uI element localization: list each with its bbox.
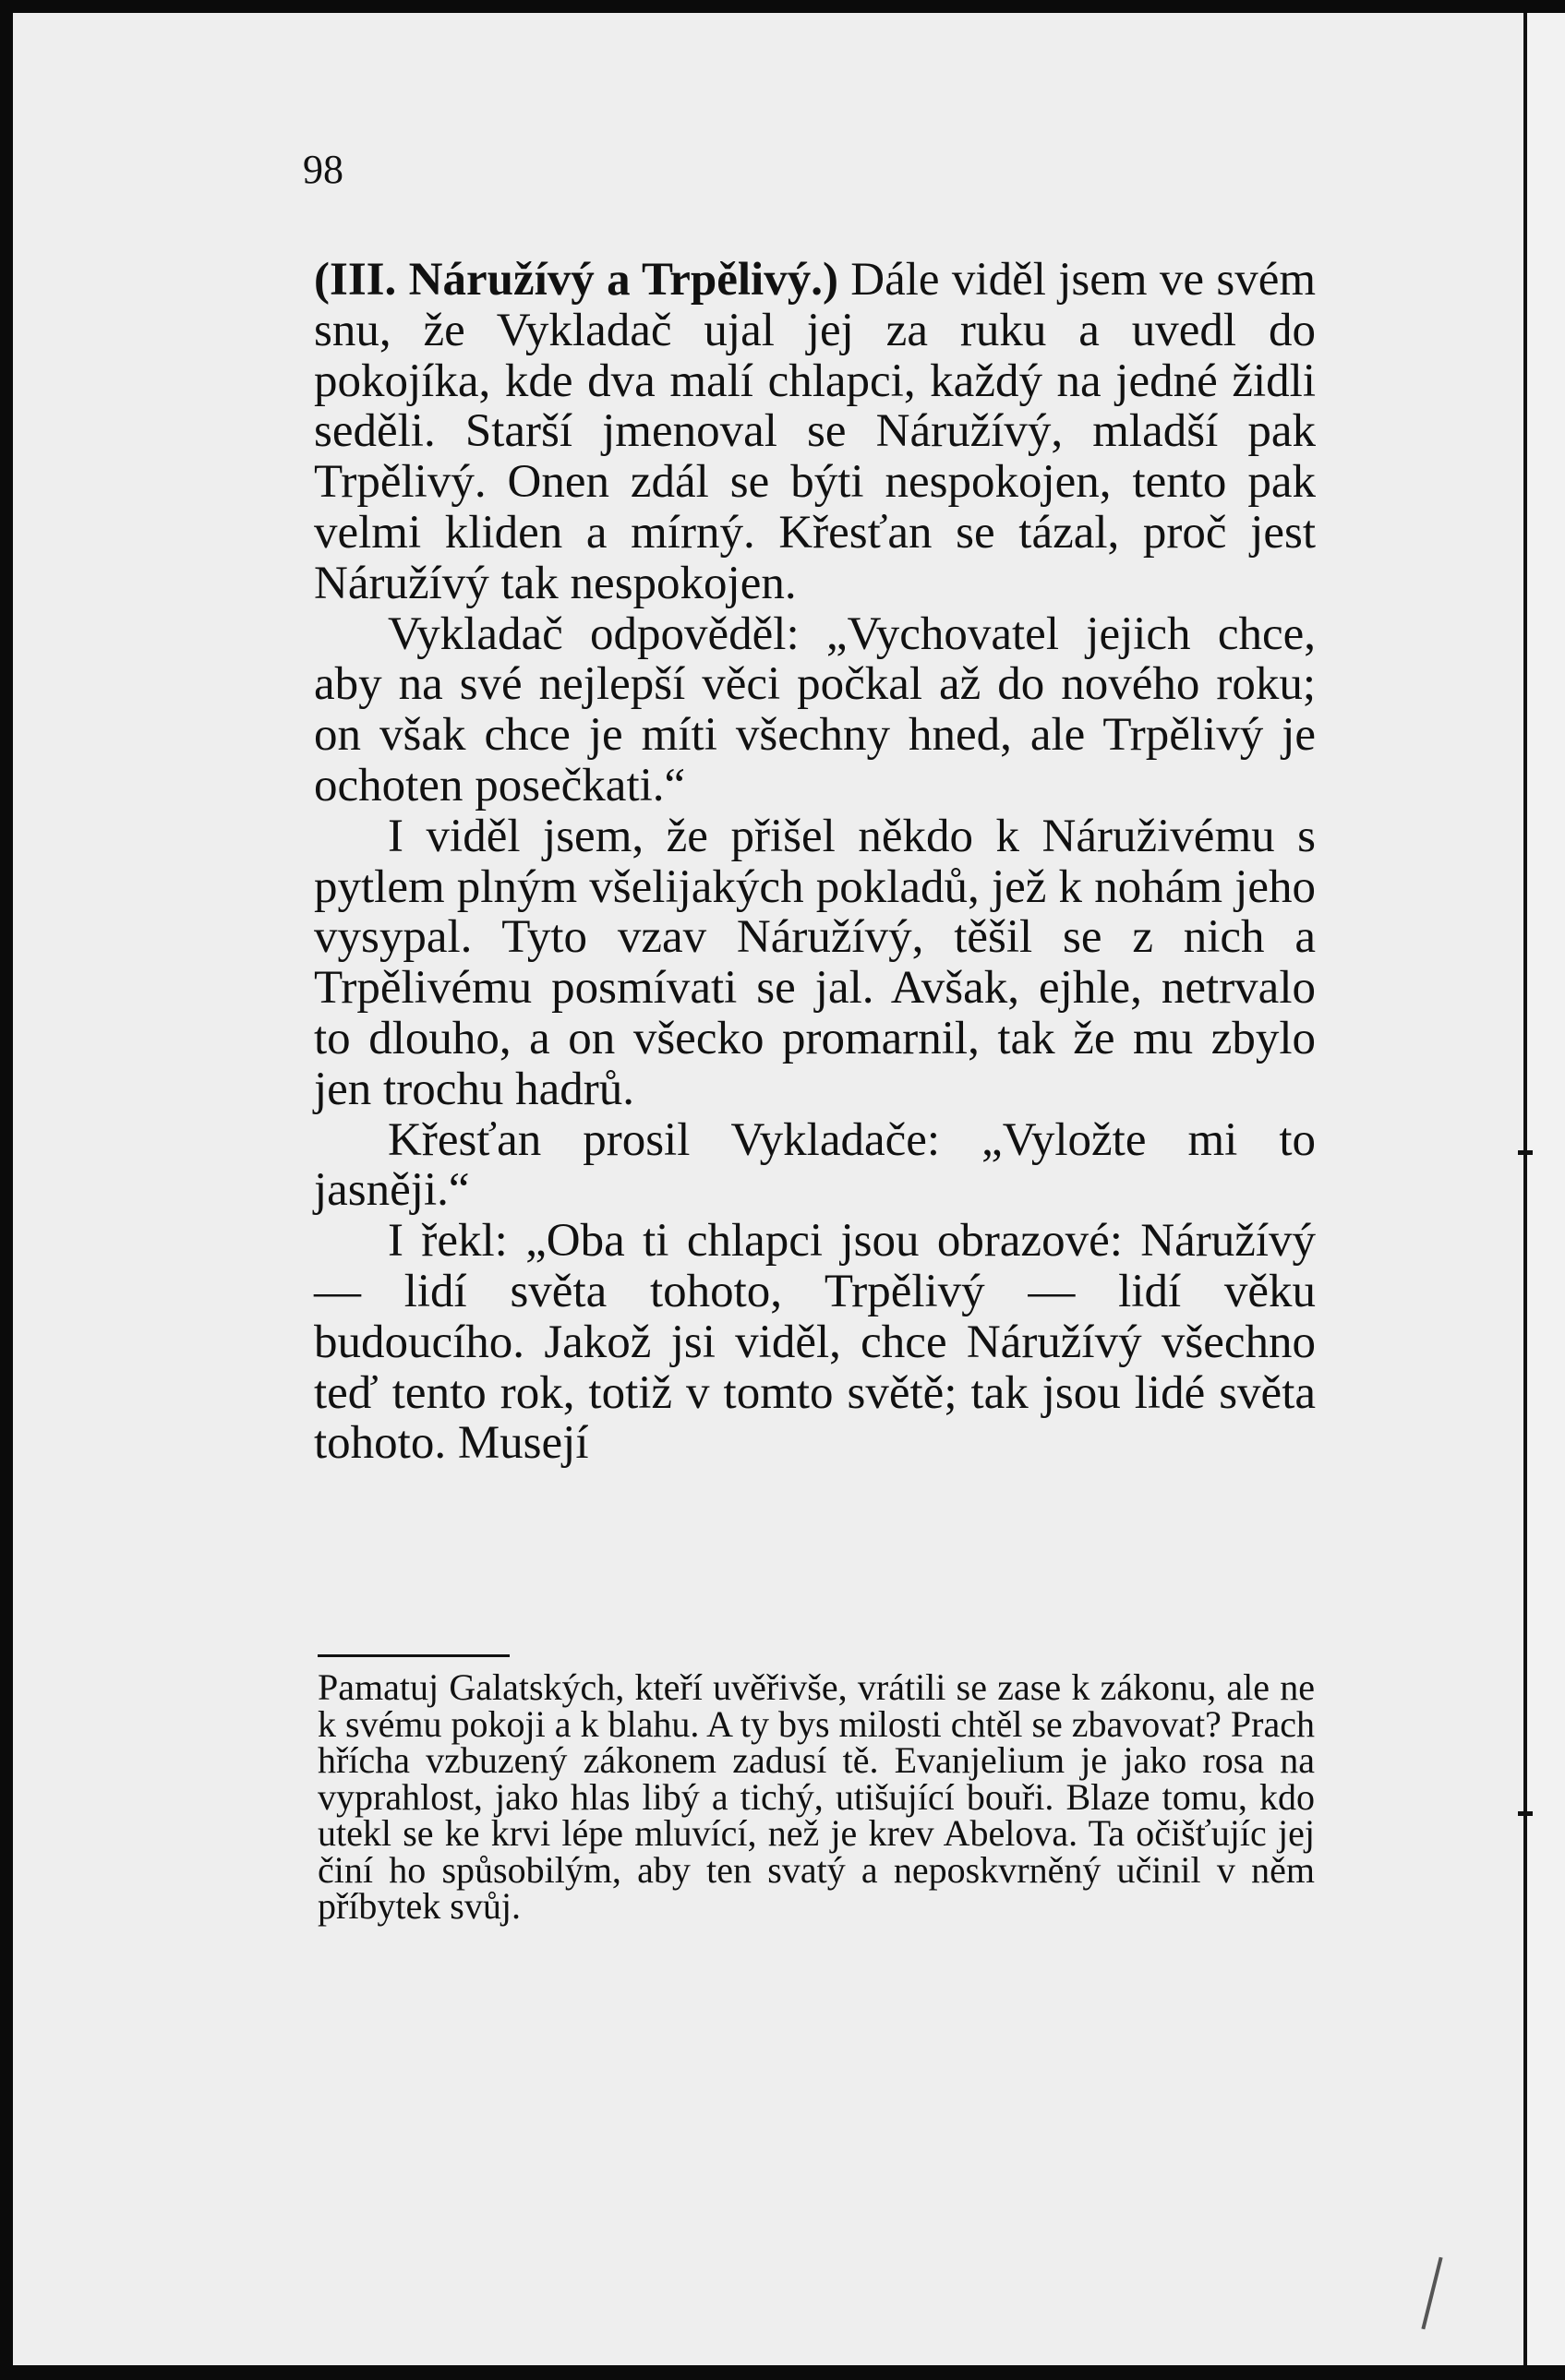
paragraph-1-text: Dále viděl jsem ve svém snu, že Vykladač ujal jej za ruku a uvedl do pokojíka, kde dva malí chlapci, každý na jedné židli seděli. Starší jmenoval se Náružívý, mladší pak Trpělivý. Onen zdál se býti nespokojen, tento pak velmi kliden a mírný. Křesťan se tázal, proč jest Náružívý tak nespokojen. <box>314 254 1317 609</box>
footnote: Pamatuj Galatských, kteří uvěřivše, vrátili se zase k zákonu, ale ne k svému pokoji a k blahu. A ty bys milosti chtěl se zbavovat? Prach hřícha vzbuzený zákonem zadusí tě. Evanjelium je jako rosa na vyprahlost, jako hlas libý a tichý, utišující bouři. Blaze tomu, kdo utekl se ke krvi lépe mluvící, než je krev Abelova. Ta očišťujíc jej činí ho spůsobilým, aby ten svatý a neposkvrněný učinil v něm příbytek svůj. <box>318 1666 1315 1927</box>
book-page <box>13 13 1523 2365</box>
page-edge <box>1523 13 1565 2365</box>
paragraph-1 <box>314 255 1316 609</box>
footnote-separator <box>318 1654 510 1657</box>
paragraph-4: Křesťan prosil Vykladače: „Vyložte mi to jasněji.“ <box>314 1113 1316 1217</box>
page-number: 98 <box>303 147 343 192</box>
paragraph-3: I viděl jsem, že přišel někdo k Náruživému s pytlem plným všelijakých pokladů, jež k nohám jeho vysypal. Tyto vzav Náružívý, těšil se z nich a Trpělivému posmívati se jal. Avšak, ejhle, netrvalo to dlouho, a on všecko promarnil, tak že mu zbylo jen trochu hadrů. <box>314 810 1316 1115</box>
section-heading: (III. Náružívý a Trpělivý.) <box>314 254 838 306</box>
page-fold-line <box>1523 13 1527 2365</box>
paragraph-5: I řekl: „Oba ti chlapci jsou obrazové: Náružívý — lidí světa tohoto, Trpělivý — lidí věku budoucího. Jakož jsi viděl, chce Náružívý všechno teď tento rok, totiž v tomto světě; tak jsou lidé světa tohoto. Musejí <box>314 1215 1316 1470</box>
paragraph-2: Vykladač odpověděl: „Vychovatel jejich chce, aby na své nejlepší věci počkal až do nového roku; on však chce je míti všechny hned, ale Trpělivý je ochoten posečkati.“ <box>314 607 1316 811</box>
scan-artifact-mark <box>1421 2257 1442 2330</box>
edge-tick-mark <box>1518 1150 1533 1155</box>
edge-tick-mark <box>1518 1811 1533 1816</box>
main-text <box>314 255 1316 1469</box>
